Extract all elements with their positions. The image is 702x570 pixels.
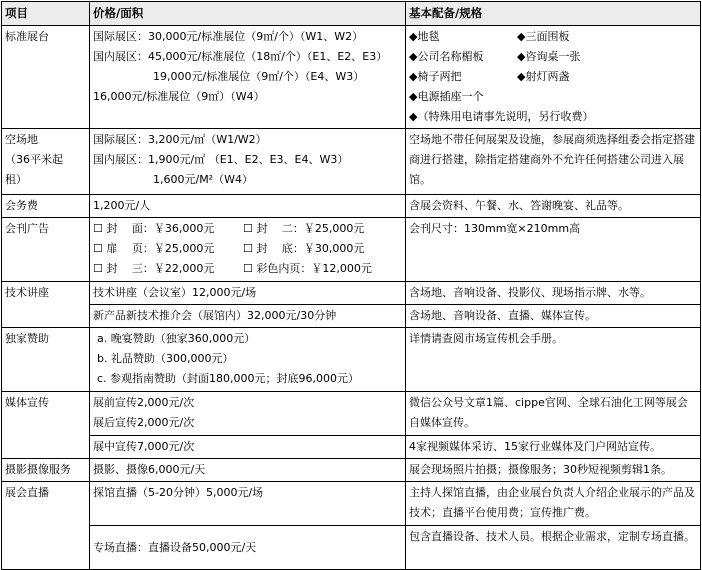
table-row [2,436,701,459]
ad-option: ☐ 封 二：￥25,000元 [243,222,365,235]
live-spec: 主持人探馆直播，由企业展台负责人介绍企业展示的产品及技术；直播平台使用费；宣传推广费。 [406,482,701,526]
table-row [2,392,701,436]
lecture-spec: 含场地、音响设备、投影仪、现场指示牌、水等。 [406,282,701,305]
header-spec: 基本配备/规格 [406,2,701,26]
table-row [2,26,701,129]
media-spec: 微信公众号文章1篇、cippe官网、全球石油化工网等展会自媒体宣传。 [406,392,701,436]
header-item: 项目 [2,2,90,26]
header-row [2,2,701,26]
fee-spec: 含展会资料、午餐、水、答谢晚宴、礼品等。 [406,195,701,218]
booth-price-line: 国际展区：30,000元/标准展位（9㎡/个）（W1、W2） [93,30,364,43]
header-price: 价格/面积 [90,2,406,26]
lecture-spec: 含场地、音响设备、直播、媒体宣传。 [406,305,701,328]
photo-spec: 展会现场照片拍摄；摄像服务；30秒短视频剪辑1条。 [406,459,701,482]
ads-spec: 会刊尺寸：130mm宽×210mm高 [406,218,701,282]
media-price-line: 展中宣传7,000元/次 [90,436,406,459]
space-price-line: 国际展区：3,200元/㎡（W1/W2） [93,133,267,146]
media-price-line: 展后宣传2,000元/次 [93,416,195,429]
booth-price-line: 国内展区：45,000元/标准展位（18㎡/个）（E1、E2、E3） [93,50,388,63]
space-label-line: 空场地 [5,133,38,146]
equipment-item: ◆咨询桌一张 [517,50,581,63]
equipment-item: ◆椅子两把 [409,70,462,83]
row-label-lecture: 技术讲座 [2,282,90,328]
space-prices [90,129,406,195]
pricing-table-container [1,1,700,564]
ad-option: ☐ 封 面：￥36,000元 [93,222,215,235]
equipment-item: ◆电源插座一个 [409,90,484,103]
table-row [2,129,701,195]
row-label-space [2,129,90,195]
space-price-line: 1,600元/M²（W4） [153,173,253,186]
table-row [2,218,701,282]
booth-price-line: 19,000元/标准展位（9㎡/个）（E4、W3） [153,70,365,83]
lecture-price: 新产品新技术推介会（展馆内）32,000元/30分钟 [90,305,406,328]
ad-option: ☐ 扉 页：￥25,000元 [93,242,215,255]
table-row [2,459,701,482]
ad-option: ☐ 封 三：￥22,000元 [93,262,215,275]
live-price: 专场直播：直播设备50,000元/天 [90,526,406,570]
row-label-ads: 会刊广告 [2,218,90,282]
sponsor-spec: 详情请查阅市场宣传机会手册。 [406,328,701,392]
media-spec: 4家视频媒体采访、15家行业媒体及门户网站宣传。 [406,436,701,459]
sponsor-item: a. 晚宴赞助（独家360,000元） [97,332,256,345]
equipment-item: ◆（特殊用电请事先说明，另行收费） [409,110,594,123]
ad-option: ☐ 封 底：￥30,000元 [243,242,365,255]
pricing-table [1,1,701,570]
row-label-photo: 摄影摄像服务 [2,459,90,482]
row-label-sponsor: 独家赞助 [2,328,90,392]
booth-equipment [406,26,701,129]
table-row [2,482,701,526]
space-spec: 空场地不带任何展架及设施，参展商须选择组委会指定搭建商进行搭建，除指定搭建商外不允许任何搭建公司进入展馆。 [406,129,701,195]
sponsor-items [90,328,406,392]
booth-price-line: 16,000元/标准展位（9㎡）（W4） [93,90,265,103]
sponsor-item: c. 参观指南赞助（封面180,000元；封底96,000元） [97,372,360,385]
equipment-item: ◆地毯 [409,30,440,43]
live-spec: 包含直播设备、技术人员。根据企业需求，定制专场直播。 [406,526,701,570]
row-label-live: 展会直播 [2,482,90,570]
row-label-fee: 会务费 [2,195,90,218]
live-price: 探馆直播（5-20分钟）5,000元/场 [90,482,406,526]
table-row [2,526,701,570]
fee-price: 1,200元/人 [90,195,406,218]
booth-prices [90,26,406,129]
row-label-booth: 标准展台 [2,26,90,129]
equipment-item: ◆公司名称楣板 [409,50,484,63]
equipment-item: ◆三面围板 [517,30,570,43]
media-prices [90,392,406,436]
table-row [2,305,701,328]
space-label-line: 租） [5,173,27,186]
ads-prices [90,218,406,282]
table-row [2,195,701,218]
media-price-line: 展前宣传2,000元/次 [93,396,195,409]
photo-price: 摄影、摄像6,000元/天 [90,459,406,482]
lecture-price: 技术讲座（会议室）12,000元/场 [90,282,406,305]
table-row [2,328,701,392]
sponsor-item: b. 礼品赞助（300,000元） [97,352,234,365]
row-label-media: 媒体宣传 [2,392,90,459]
table-row [2,282,701,305]
ad-option: ☐ 彩色内页：￥12,000元 [243,262,372,275]
space-label-line: （36平米起 [5,153,63,166]
equipment-item: ◆射灯两盏 [517,70,570,83]
space-price-line: 国内展区：1,900元/㎡ （E1、E2、E3、E4、W3） [93,153,349,166]
